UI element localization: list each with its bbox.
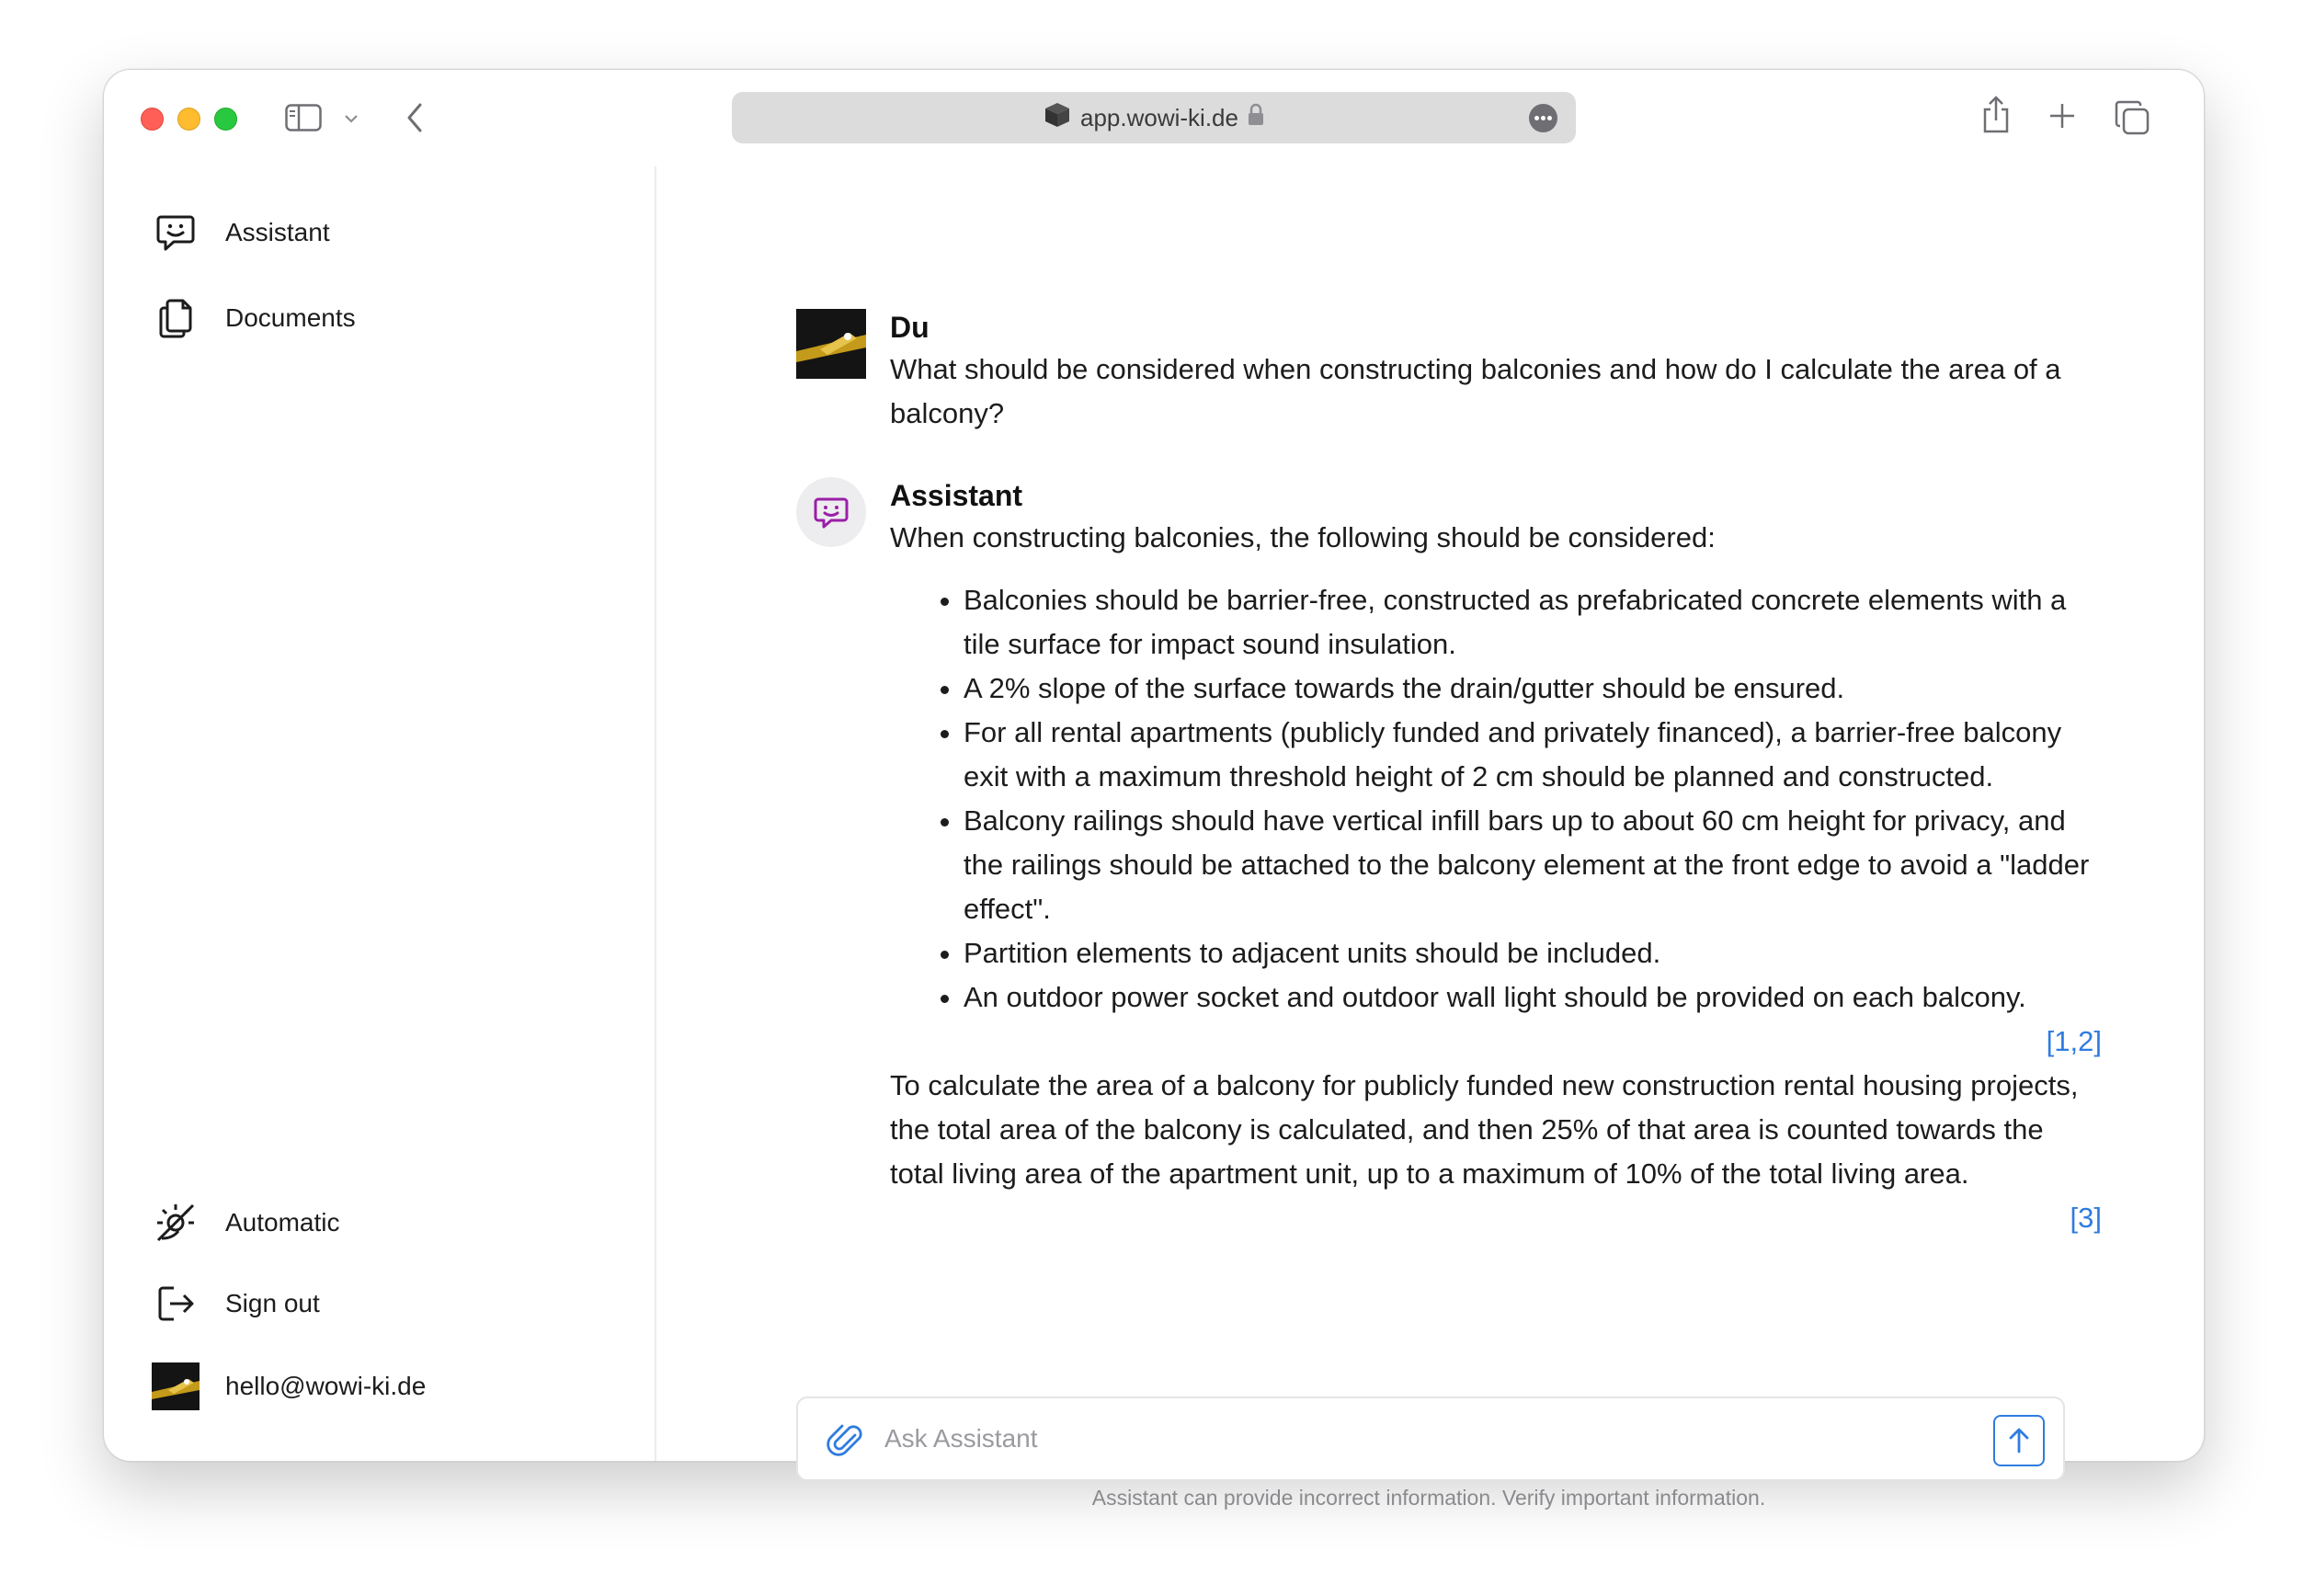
avatar (152, 1362, 200, 1410)
citation-link[interactable]: [3] (2070, 1202, 2102, 1234)
new-tab-icon[interactable] (2044, 97, 2081, 134)
assistant-avatar (796, 477, 866, 547)
sign-out-button[interactable] (154, 1278, 320, 1329)
list-item: • For all rental apartments (publicly funded and privately financed), a barrier-free balcony exit with a maximum threshold height of 2 cm should be planned and constructed. (964, 711, 2102, 799)
user-avatar (796, 309, 866, 379)
user-message (796, 309, 2102, 447)
paperclip-icon[interactable] (826, 1419, 862, 1464)
documents-icon (154, 296, 198, 340)
arrow-up-icon (2006, 1427, 2032, 1454)
close-window-button[interactable] (141, 108, 164, 131)
list-item: • A 2% slope of the surface towards the drain/gutter should be ensured. (964, 667, 2102, 711)
sidebar-item-assistant[interactable] (154, 207, 330, 258)
citation-link[interactable]: [1,2] (2046, 1025, 2102, 1057)
theme-toggle-automatic[interactable] (154, 1197, 340, 1248)
disclaimer: Assistant can provide incorrect information. Verify important information. (1091, 1486, 1766, 1510)
sidebar (104, 166, 656, 1461)
sign-out-label: Sign out (225, 1289, 320, 1317)
sign-out-icon (154, 1282, 198, 1326)
message-paragraph: To calculate the area of a balcony for publicly funded new construction rental housing projects, the total area of the balcony is calculated, and then 25% of that area is counted towards the total living area of the apartment unit, up to a maximum of 10% of the total living area. (890, 1069, 2079, 1190)
zoom-window-button[interactable] (214, 108, 237, 131)
list-item: • Balcony railings should have vertical infill bars up to about 60 cm height for privacy, and the railings should be attached to the balcony element at the front edge to avoid a "ladder effect". (964, 799, 2102, 931)
list-item: • Partition elements to adjacent units should be included. (964, 931, 2102, 975)
url-text: app.wowi-ki.de (1080, 103, 1238, 131)
considerations-list (890, 578, 2102, 1020)
address-bar[interactable] (732, 92, 1576, 143)
sidebar-item-label: Assistant (225, 218, 330, 246)
list-item: • Balconies should be barrier-free, constructed as prefabricated concrete elements with a tile surface for impact sound insulation. (964, 578, 2102, 667)
chat-smile-icon (154, 211, 198, 255)
message-composer (796, 1396, 2065, 1481)
ask-input[interactable]: Ask Assistant (884, 1424, 1038, 1453)
sidebar-item-label: Documents (225, 303, 356, 332)
sidebar-item-documents[interactable] (154, 292, 356, 344)
theme-auto-icon (154, 1201, 198, 1245)
minimize-window-button[interactable] (177, 108, 200, 131)
site-favicon-icon (1044, 101, 1071, 135)
send-button[interactable] (1993, 1415, 2045, 1466)
message-author: Du (890, 311, 930, 344)
message-text: What should be considered when constructing balconies and how do I calculate the area of a balcony? (890, 353, 2061, 429)
sidebar-toggle-icon[interactable] (283, 101, 324, 134)
tab-overview-icon[interactable] (2112, 97, 2152, 138)
user-account[interactable] (152, 1361, 426, 1412)
chevron-down-icon[interactable] (341, 108, 361, 129)
message-author: Assistant (890, 479, 1023, 512)
user-email: hello@wowi-ki.de (225, 1372, 427, 1400)
lock-icon (1248, 103, 1264, 133)
chat-area (656, 166, 2204, 1510)
list-item: • An outdoor power socket and outdoor wall light should be provided on each balcony. (964, 975, 2102, 1020)
page-menu-icon[interactable] (1529, 104, 1557, 132)
theme-toggle-label: Automatic (225, 1208, 340, 1237)
browser-window (103, 69, 2205, 1510)
share-icon[interactable] (1978, 92, 2014, 138)
back-icon[interactable] (398, 101, 431, 134)
message-intro: When constructing balconies, the following should be considered: (890, 521, 1716, 553)
